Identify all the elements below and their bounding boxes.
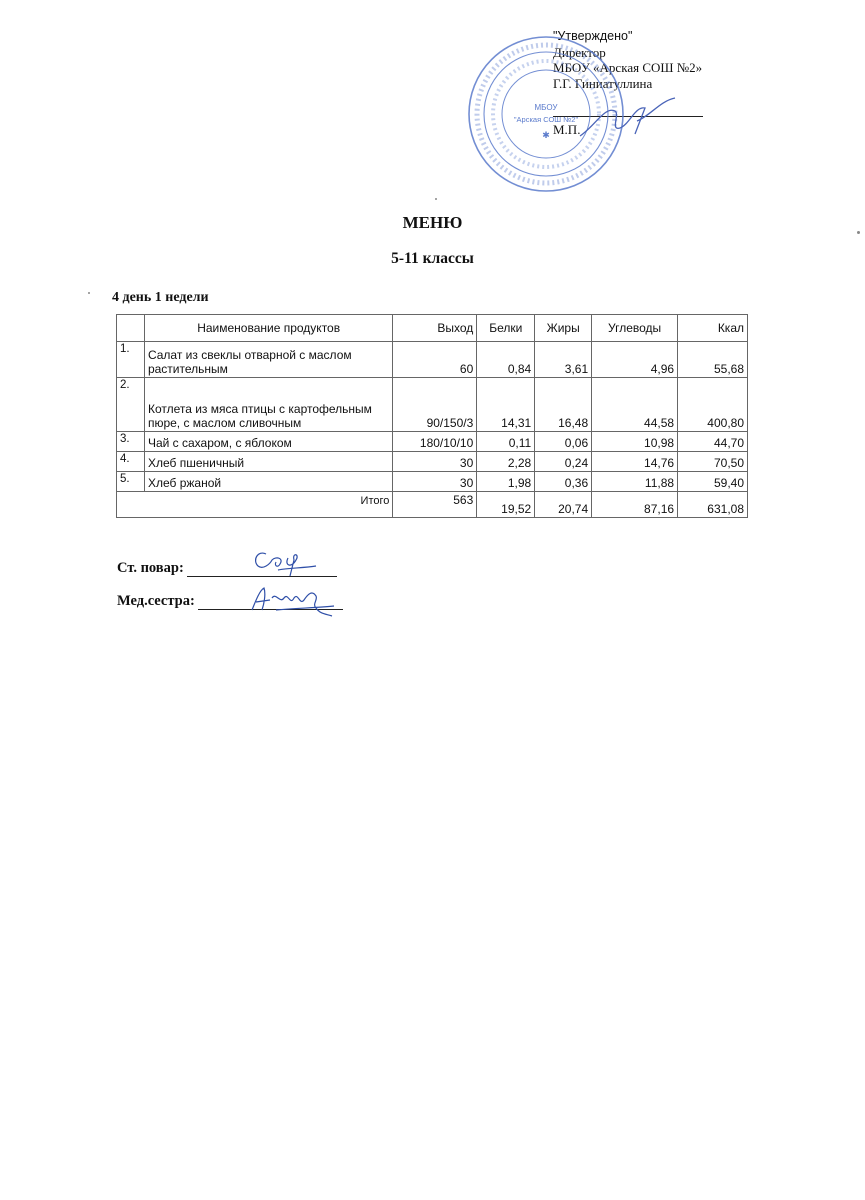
grade-subtitle: 5-11 классы [391, 250, 474, 267]
row-num: 1. [117, 342, 145, 378]
scan-speck [88, 292, 90, 294]
cook-signature [248, 546, 318, 580]
row-carbs: 11,88 [592, 472, 678, 492]
row-yield: 180/10/10 [393, 432, 477, 452]
header-protein: Белки [477, 315, 535, 342]
svg-text:МБОУ: МБОУ [534, 103, 558, 112]
row-carbs: 10,98 [592, 432, 678, 452]
page-title: МЕНЮ [402, 213, 463, 232]
row-protein: 2,28 [477, 452, 535, 472]
row-num: 2. [117, 378, 145, 432]
header-num [117, 315, 145, 342]
table-row [117, 472, 748, 492]
row-kcal: 400,80 [678, 378, 748, 432]
nurse-label: Мед.сестра: [117, 593, 195, 609]
row-name: Чай с сахаром, с яблоком [144, 432, 392, 452]
director-signature [575, 96, 680, 146]
header-name: Наименование продуктов [144, 315, 392, 342]
row-carbs: 4,96 [592, 342, 678, 378]
row-fat: 3,61 [535, 342, 592, 378]
row-protein: 0,84 [477, 342, 535, 378]
total-protein: 19,52 [477, 492, 535, 518]
approval-label: "Утверждено" [553, 29, 633, 43]
row-fat: 0,24 [535, 452, 592, 472]
row-kcal: 70,50 [678, 452, 748, 472]
row-num: 5. [117, 472, 145, 492]
table-header-row [117, 315, 748, 342]
total-kcal: 631,08 [678, 492, 748, 518]
row-fat: 0,36 [535, 472, 592, 492]
row-fat: 0,06 [535, 432, 592, 452]
row-protein: 0,11 [477, 432, 535, 452]
row-yield: 30 [393, 472, 477, 492]
menu-table [116, 314, 748, 518]
row-kcal: 55,68 [678, 342, 748, 378]
header-carbs: Углеводы [592, 315, 678, 342]
row-name: Хлеб пшеничный [144, 452, 392, 472]
svg-text:✱: ✱ [542, 130, 550, 140]
cook-label: Ст. повар: [117, 560, 184, 576]
row-yield: 30 [393, 452, 477, 472]
row-carbs: 14,76 [592, 452, 678, 472]
table-row [117, 342, 748, 378]
row-carbs: 44,58 [592, 378, 678, 432]
header-yield: Выход [393, 315, 477, 342]
day-label: 4 день 1 недели [112, 290, 209, 305]
row-fat: 16,48 [535, 378, 592, 432]
director-name: Г.Г. Гиниатуллина [553, 75, 653, 91]
director-position: Директор [553, 44, 606, 60]
header-kcal: Ккал [678, 315, 748, 342]
total-carbs: 87,16 [592, 492, 678, 518]
row-name: Салат из свеклы отварной с маслом растительным [144, 342, 392, 378]
svg-text:"Арская СОШ №2": "Арская СОШ №2" [513, 115, 579, 124]
table-row [117, 432, 748, 452]
row-kcal: 44,70 [678, 432, 748, 452]
scan-speck [857, 231, 860, 234]
row-num: 3. [117, 432, 145, 452]
school-name: МБОУ «Арская СОШ №2» [553, 60, 703, 75]
header-fat: Жиры [535, 315, 592, 342]
scan-speck [435, 198, 437, 200]
row-yield: 90/150/3 [393, 378, 477, 432]
row-yield: 60 [393, 342, 477, 378]
stamp-place-label: М.П. [553, 122, 581, 137]
row-protein: 1,98 [477, 472, 535, 492]
row-kcal: 59,40 [678, 472, 748, 492]
total-fat: 20,74 [535, 492, 592, 518]
total-label: Итого [117, 492, 393, 518]
table-row [117, 378, 748, 432]
table-total-row [117, 492, 748, 518]
total-yield: 563 [393, 492, 477, 518]
row-protein: 14,31 [477, 378, 535, 432]
row-num: 4. [117, 452, 145, 472]
nurse-signature [246, 580, 336, 620]
table-row [117, 452, 748, 472]
row-name: Хлеб ржаной [144, 472, 392, 492]
row-name: Котлета из мяса птицы с картофельным пюре, с маслом сливочным [144, 378, 392, 432]
